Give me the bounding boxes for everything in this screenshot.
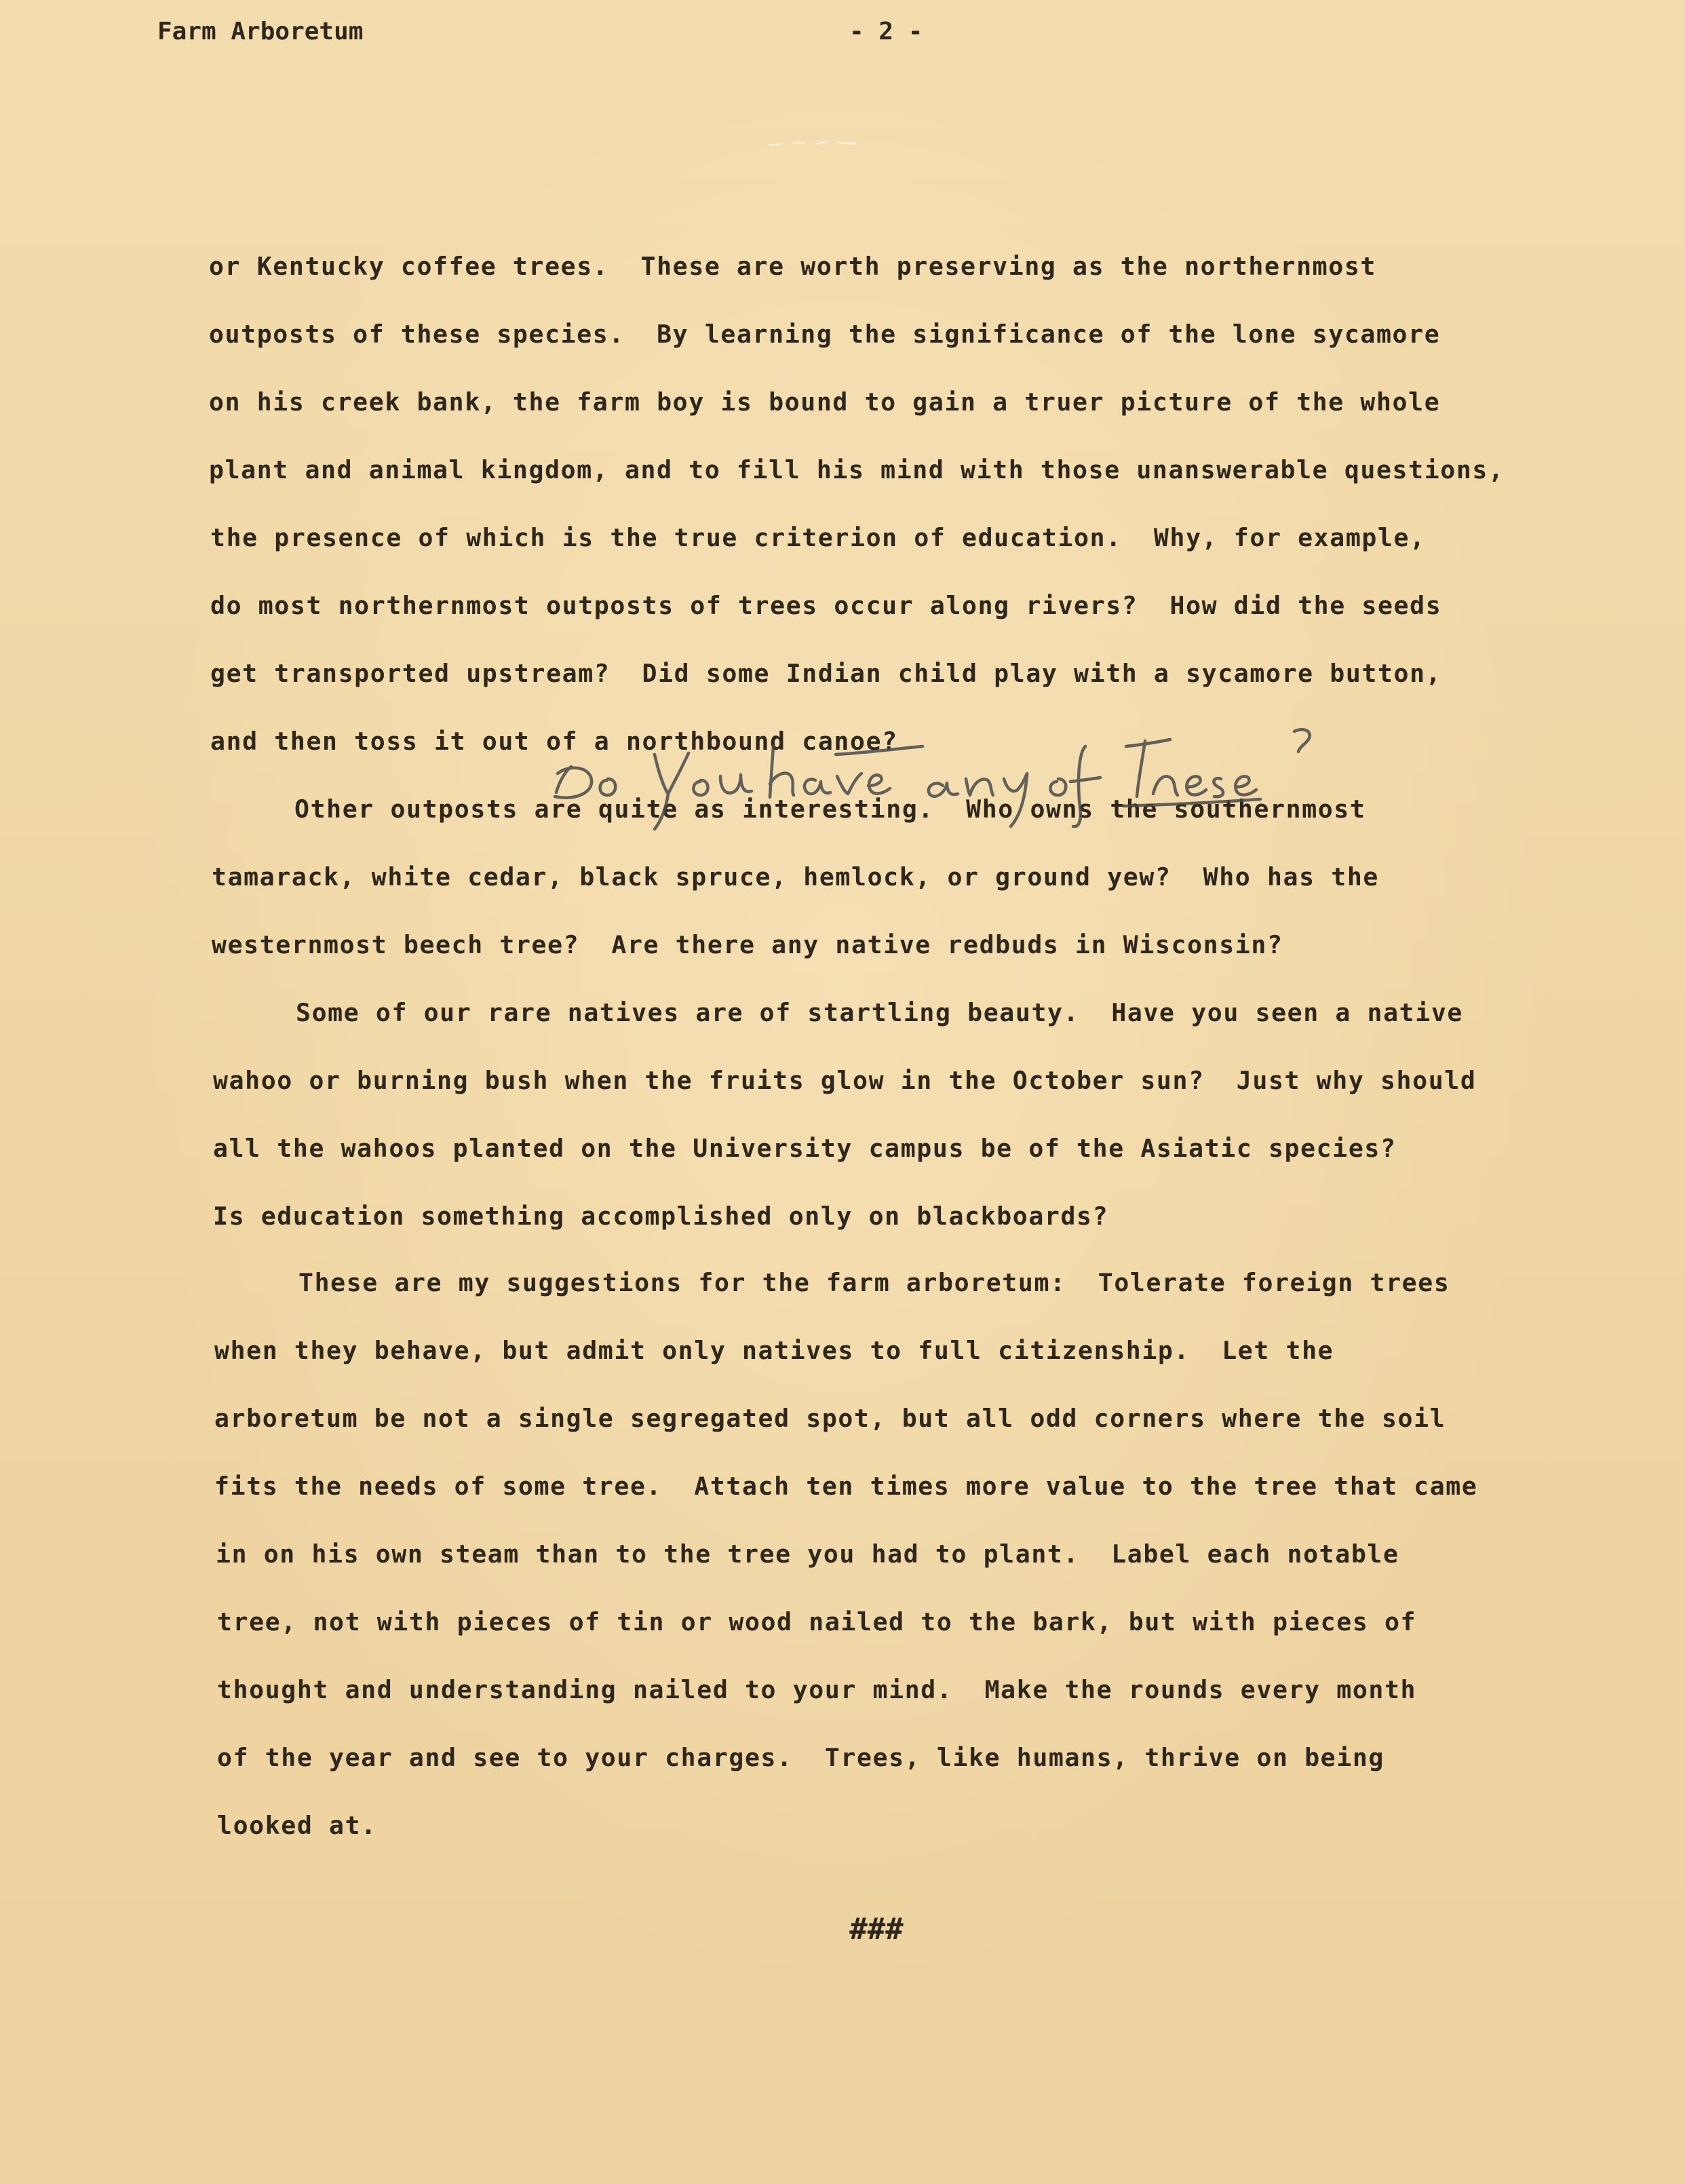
body-line: thought and understanding nailed to your mind. Make the rounds every month bbox=[217, 1675, 1417, 1704]
body-line: tree, not with pieces of tin or wood nailed to the bark, but with pieces of bbox=[217, 1607, 1417, 1636]
page-header bbox=[0, 18, 1685, 52]
body-line: outposts of these species. By learning the significance of the lone sycamore bbox=[209, 320, 1441, 349]
paragraph-first-line: Some of our rare natives are of startling beauty. Have you seen a native bbox=[296, 998, 1463, 1027]
body-line: westernmost beech tree? Are there any native redbuds in Wisconsin? bbox=[212, 930, 1283, 959]
end-mark-text: ### bbox=[849, 1912, 904, 1947]
body-line: of the year and see to your charges. Trees, like humans, thrive on being bbox=[217, 1743, 1384, 1772]
body-line: fits the needs of some tree. Attach ten times more value to the tree that came bbox=[214, 1472, 1478, 1501]
body-line: all the wahoos planted on the University campus be of the Asiatic species? bbox=[213, 1134, 1397, 1163]
body-line: arboretum be not a single segregated spot, but all odd corners where the soil bbox=[214, 1404, 1446, 1433]
body-line: the presence of which is the true criterion of education. Why, for example, bbox=[210, 523, 1426, 552]
body-line: tamarack, white cedar, black spruce, hemlock, or ground yew? Who has the bbox=[212, 862, 1379, 892]
body-line: looked at. bbox=[217, 1811, 377, 1840]
paper-scuff-mark bbox=[767, 136, 861, 152]
body-line: plant and animal kingdom, and to fill his mind with those unanswerable questions, bbox=[209, 455, 1505, 484]
paragraph-first-line: These are my suggestions for the farm arboretum: Tolerate foreign trees bbox=[298, 1268, 1450, 1297]
page-number: - 2 - bbox=[849, 18, 923, 45]
body-line: when they behave, but admit only natives to full citizenship. Let the bbox=[214, 1336, 1334, 1365]
running-title: Farm Arboretum bbox=[157, 18, 364, 45]
body-line: on his creek bank, the farm boy is bound to gain a truer picture of the whole bbox=[209, 387, 1441, 417]
body-line: and then toss it out of a northbound canoe? bbox=[210, 727, 898, 756]
body-line: or Kentucky coffee trees. These are worth preserving as the northernmost bbox=[209, 252, 1376, 281]
end-of-document-mark bbox=[844, 1905, 909, 1953]
body-line: get transported upstream? Did some Indian child play with a sycamore button, bbox=[210, 659, 1442, 688]
body-line: do most northernmost outposts of trees occur along rivers? How did the seeds bbox=[210, 591, 1442, 620]
body-line: in on his own steam than to the tree you had to plant. Label each notable bbox=[216, 1539, 1399, 1569]
paragraph-first-line: Other outposts are quite as interesting. Who owns the southernmost bbox=[294, 794, 1366, 824]
handwritten-pencil-note bbox=[543, 706, 1357, 841]
body-line: wahoo or burning bush when the fruits glow in the October sun? Just why should bbox=[213, 1066, 1477, 1095]
body-line: Is education something accomplished only on blackboards? bbox=[213, 1202, 1109, 1231]
